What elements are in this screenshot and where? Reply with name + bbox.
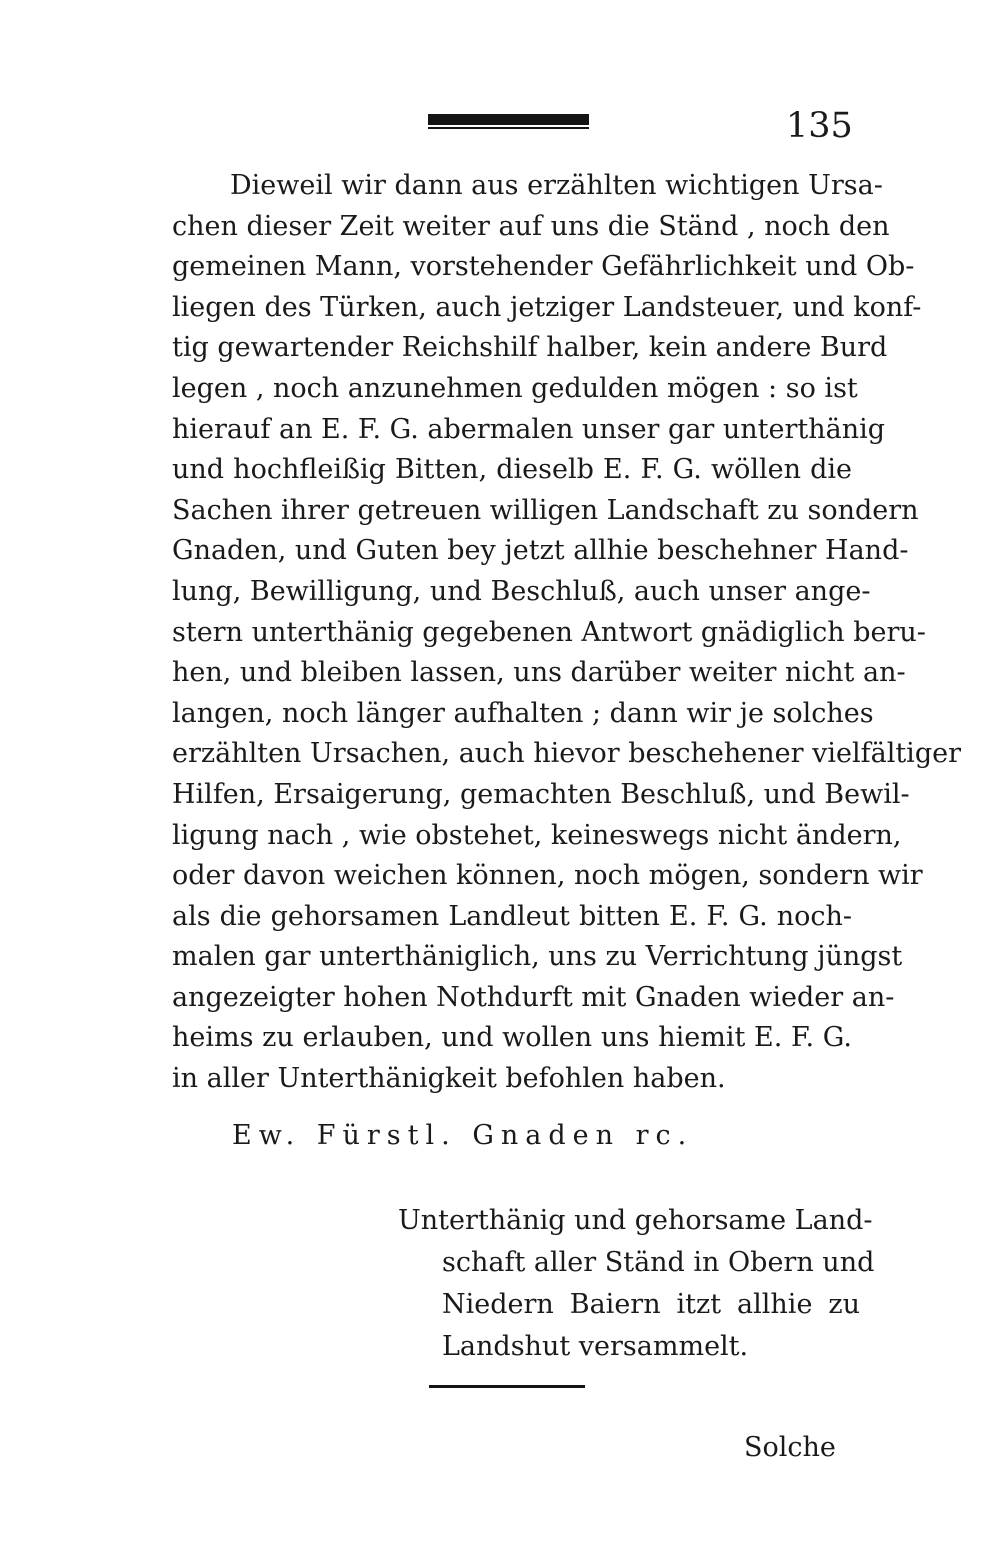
salutation: Ew. Fürstl. Gnaden rc. (232, 1120, 694, 1151)
text-line: Hilfen, Ersaigerung, gemachten Beschluß, und Bewil- (172, 778, 910, 810)
text-line: gemeinen Mann, vorstehender Gefährlichkeit und Ob- (172, 251, 915, 283)
text-line: in aller Unterthänigkeit befohlen haben. (172, 1063, 726, 1095)
text-line: heims zu erlauben, und wollen uns hiemit E. F. G. (172, 1022, 852, 1054)
text-line: tig gewartender Reichshilf halber, kein andere Burd (172, 332, 888, 364)
signature-line: Unterthänig und gehorsame Land- (398, 1205, 873, 1236)
text-line: malen gar unterthäniglich, uns zu Verrichtung jüngst (172, 941, 903, 973)
catchword: Solche (744, 1432, 836, 1463)
text-line: angezeigter hohen Nothdurft mit Gnaden wieder an- (172, 981, 895, 1013)
text-line: Sachen ihrer getreuen willigen Landschaft zu sondern (172, 494, 919, 526)
text-line: als die gehorsamen Landleut bitten E. F. G. noch- (172, 900, 852, 932)
text-line: hierauf an E. F. G. abermalen unser gar unterthänig (172, 413, 886, 445)
signature-line: Landshut versammelt. (442, 1331, 749, 1362)
signature-line: schaft aller Ständ in Obern und (442, 1247, 875, 1278)
header-rule (428, 114, 589, 125)
footer-rule (429, 1385, 585, 1388)
signature-block (398, 1200, 875, 1368)
text-line: legen , noch anzunehmen gedulden mögen : so ist (172, 372, 858, 404)
text-line: Dieweil wir dann aus erzählten wichtigen Ursa- (230, 170, 883, 201)
text-line: Gnaden, und Guten bey jetzt allhie beschehner Hand- (172, 535, 909, 567)
text-line: oder davon weichen können, noch mögen, sondern wir (172, 860, 923, 892)
page-number: 135 (786, 106, 853, 146)
text-line: langen, noch länger aufhalten ; dann wir je solches (172, 697, 874, 729)
text-line: liegen des Türken, auch jetziger Landsteuer, und konf- (172, 291, 922, 323)
text-line: hen, und bleiben lassen, uns darüber weiter nicht an- (172, 657, 906, 689)
text-line: und hochfleißig Bitten, dieselb E. F. G. wöllen die (172, 454, 852, 486)
signature-line: Niedern Baiern itzt allhie zu (442, 1289, 860, 1320)
text-line: ligung nach , wie obstehet, keineswegs nicht ändern, (172, 819, 902, 851)
text-line: chen dieser Zeit weiter auf uns die Ständ , noch den (172, 210, 890, 242)
text-line: lung, Bewilligung, und Beschluß, auch unser ange- (172, 575, 871, 607)
text-line: stern unterthänig gegebenen Antwort gnädiglich beru- (172, 616, 926, 648)
body-paragraph (172, 166, 961, 1100)
text-line: erzählten Ursachen, auch hievor beschehener vielfältiger (172, 738, 961, 770)
